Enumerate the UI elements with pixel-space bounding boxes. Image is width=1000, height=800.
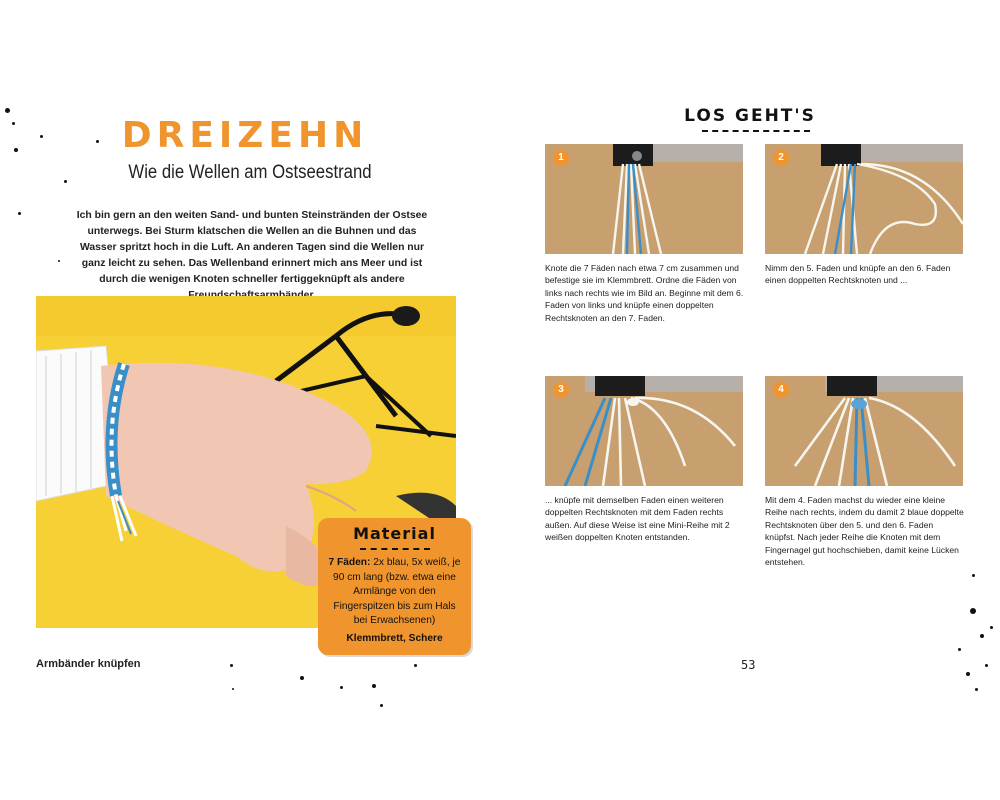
steps-heading: LOS GEHT'S <box>684 106 816 126</box>
page-number: 53 <box>741 658 756 672</box>
footer-section-title: Armbänder knüpfen <box>36 658 141 670</box>
step-1-badge: 1 <box>553 150 569 166</box>
tools-text: Klemmbrett, Schere <box>346 632 443 644</box>
material-box <box>318 518 471 655</box>
step-4-badge: 4 <box>773 382 789 398</box>
material-list <box>328 556 461 646</box>
step-1-text: Knote die 7 Fäden nach etwa 7 cm zusammen und befestige sie im Klemmbrett. Ordne die Fäden von links nach rechts wie im Bild an. Beginne mit dem 6. Faden von links und knüpfe einen doppelten Rechtsknoten an den 7. Faden. <box>545 263 744 323</box>
step-3-badge: 3 <box>553 382 569 398</box>
step-2-photo <box>765 144 963 254</box>
step-2-text: Nimm den 5. Faden und knüpfe an den 6. Faden einen doppelten Rechtsknoten und ... <box>765 263 951 286</box>
step-4-photo <box>765 376 963 486</box>
threads-label: 7 Fäden: <box>328 557 371 568</box>
step-2-badge: 2 <box>773 150 789 166</box>
step-3-photo <box>545 376 743 486</box>
material-divider <box>360 548 430 550</box>
threads-text: 2x blau, 5x weiß, je 90 cm lang (bzw. etwa eine Armlänge von den Fingerspitzen bis zum Hals bei Erwachsenen) <box>333 557 461 626</box>
step-1-photo <box>545 144 743 254</box>
intro-paragraph: Ich bin gern an den weiten Sand- und bunten Steinstränden der Ostsee unterwegs. Bei Sturm klatschen die Wellen an die Buhnen und das Wasser spritzt hoch in die Luft. An anderen Tagen sind die Wellen nur ganz leicht zu sehen. Das Wellenband erinnert mich ans Meer und ist durch die wenigen Knoten schneller fertiggeknüpft als andere <box>76 210 428 285</box>
material-title: Material <box>353 524 436 543</box>
steps-heading-divider <box>702 130 810 132</box>
page-title: DREIZEHN <box>121 115 369 156</box>
page-subtitle: Wie die Wellen am Ostseestrand <box>128 162 372 183</box>
step-4-text: Mit dem 4. Faden machst du wieder eine kleine Reihe nach rechts, indem du damit 2 blaue doppelte Rechtsknoten über den 5. und den 6. Faden knüpfst. Nach jeder Reihe die Knoten mit dem Fingernagel gut hochschieben, damit keine Lücken entstehen. <box>765 495 964 568</box>
step-3-text: ... knüpfe mit demselben Faden einen weiteren doppelten Rechtsknoten mit dem Faden rechts außen. Auf diese Weise ist eine Mini-Reihe mit 2 weißen doppelten Knoten entstanden. <box>545 495 730 543</box>
